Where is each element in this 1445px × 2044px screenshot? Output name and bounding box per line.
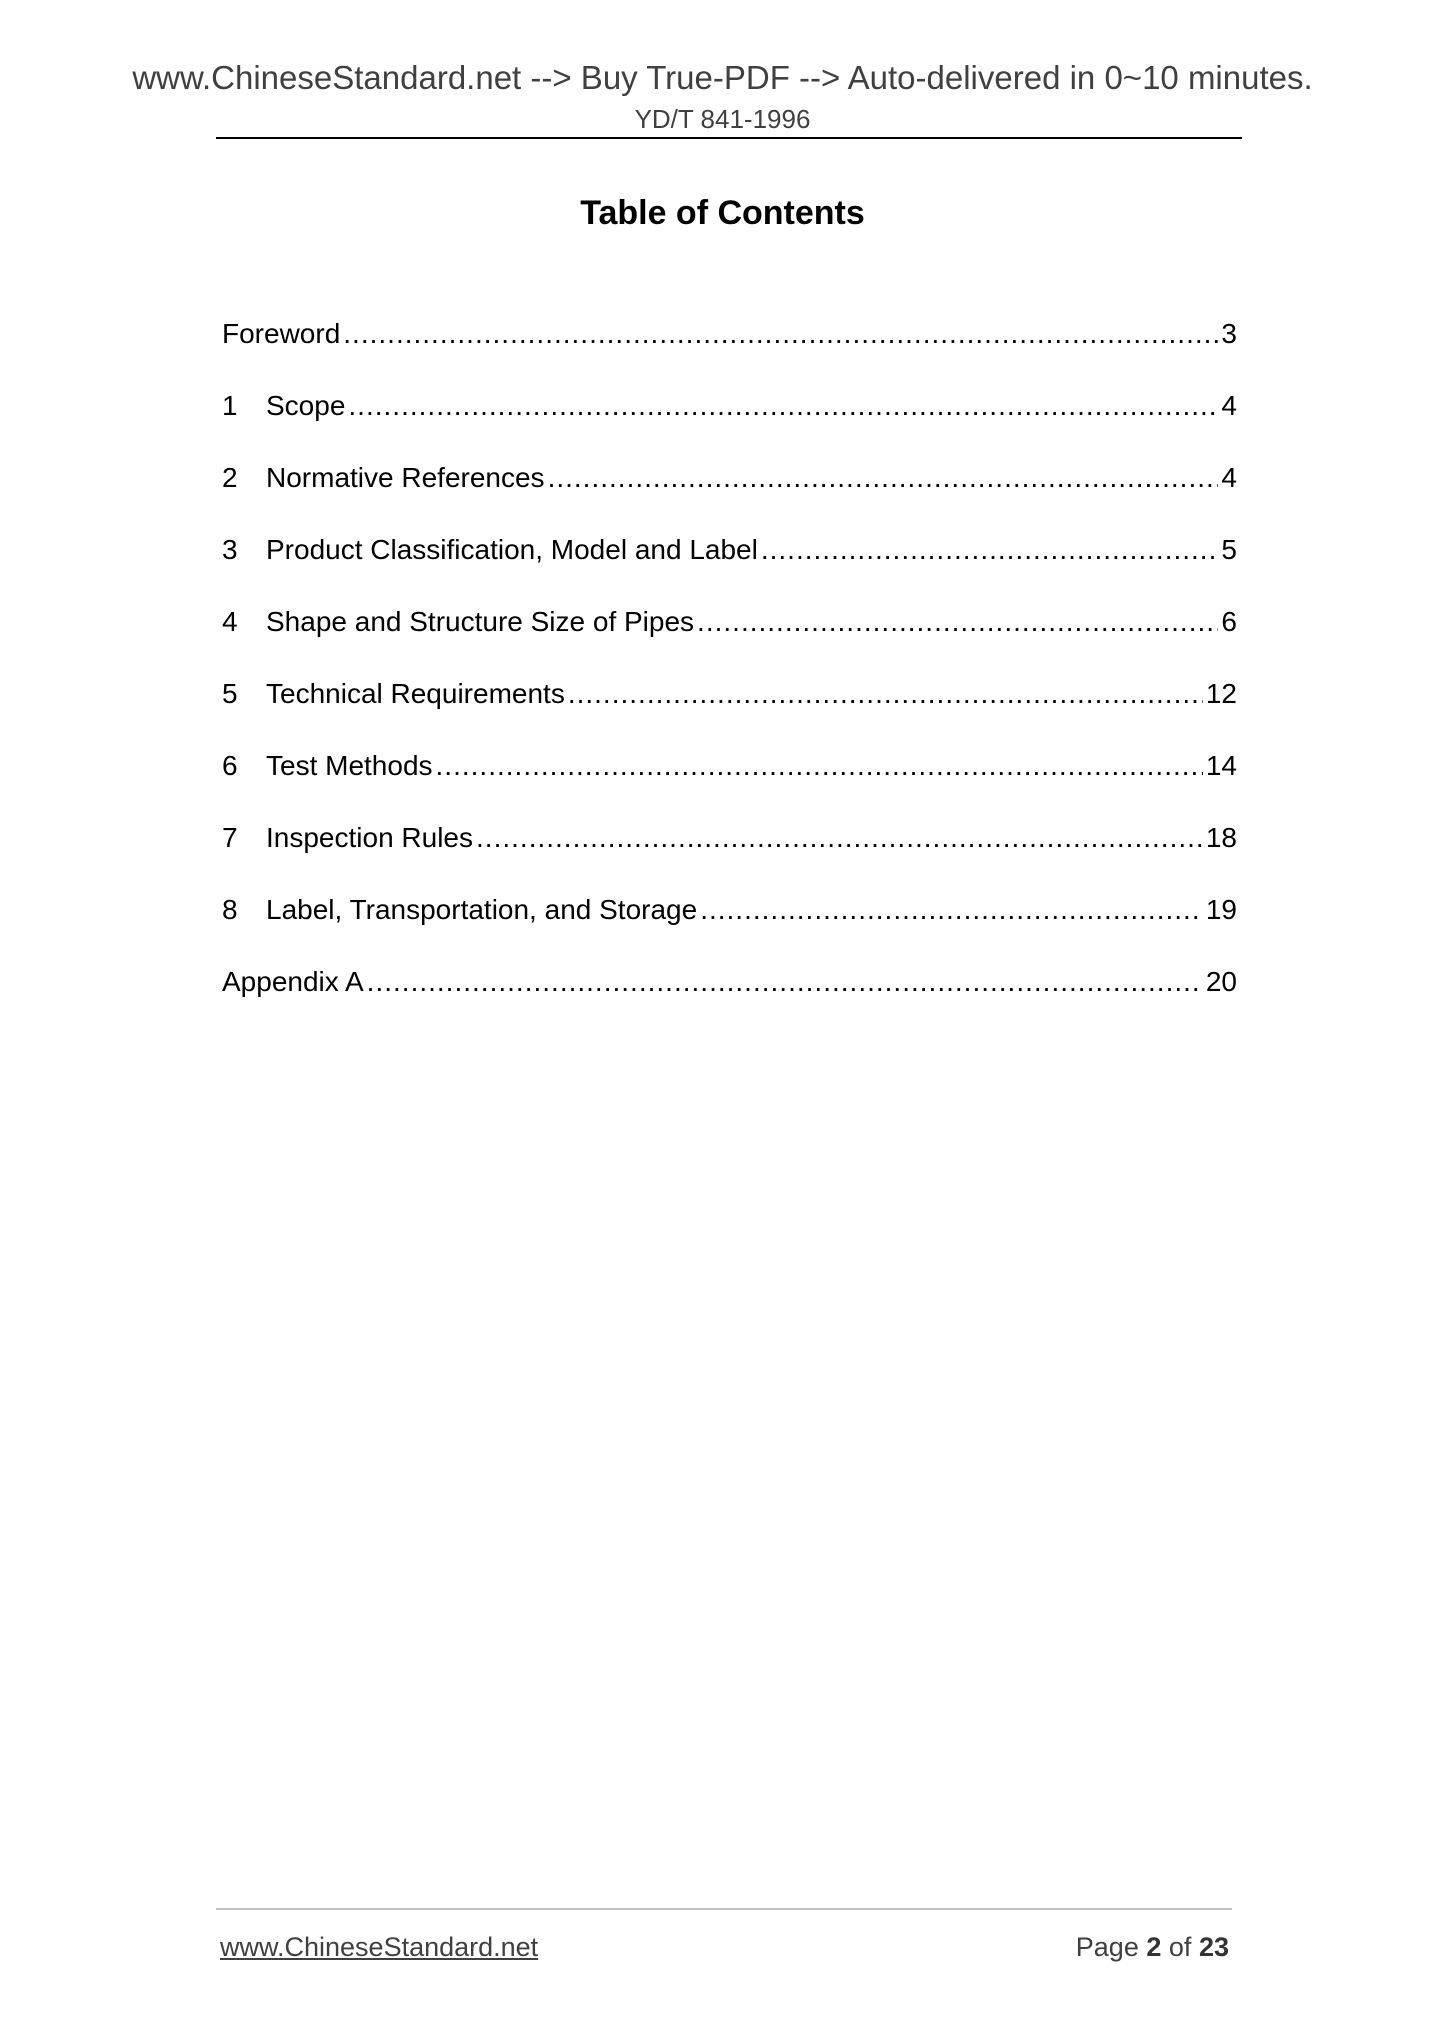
toc-entry-page: 18 — [1205, 822, 1237, 853]
toc-entry-number: 3 — [222, 534, 238, 565]
toc-entry-shape-structure[interactable] — [222, 604, 1237, 676]
toc-entry-page: 5 — [1221, 534, 1237, 565]
toc-entry-label: Appendix A — [222, 966, 364, 997]
dot-leader — [548, 460, 1219, 496]
toc-entry-page: 20 — [1205, 966, 1237, 997]
toc-entry-label: Scope — [266, 390, 346, 421]
page-of-label: of — [1168, 1932, 1192, 1962]
toc-entry-page: 12 — [1205, 678, 1237, 709]
dot-leader — [348, 388, 1218, 424]
toc-entry-page: 14 — [1205, 750, 1237, 781]
page-counter — [1076, 1930, 1229, 1964]
toc-entry-normative-references[interactable] — [222, 460, 1237, 532]
header-divider — [216, 137, 1242, 139]
toc-entry-label: Shape and Structure Size of Pipes — [266, 606, 695, 637]
toc-entry-page: 19 — [1205, 894, 1237, 925]
toc-title: Table of Contents — [580, 194, 865, 232]
dot-leader — [367, 964, 1203, 1000]
toc-entry-label: Label, Transportation, and Storage — [266, 894, 698, 925]
toc-entry-number: 2 — [222, 462, 238, 493]
toc-entry-number: 5 — [222, 678, 238, 709]
dot-leader — [343, 316, 1218, 352]
toc-list — [222, 316, 1237, 1036]
toc-entry-number: 6 — [222, 750, 238, 781]
toc-entry-page: 4 — [1221, 390, 1237, 421]
toc-entry-test-methods[interactable] — [222, 748, 1237, 820]
dot-leader — [568, 676, 1203, 712]
toc-entry-scope[interactable] — [222, 388, 1237, 460]
standard-code: YD/T 841-1996 — [634, 104, 811, 134]
toc-entry-number: 7 — [222, 822, 238, 853]
toc-entry-foreword[interactable] — [222, 316, 1237, 388]
footer-divider — [216, 1908, 1232, 1910]
dot-leader — [700, 892, 1203, 928]
toc-entry-technical-requirements[interactable] — [222, 676, 1237, 748]
toc-entry-label: Inspection Rules — [266, 822, 474, 853]
dot-leader — [761, 532, 1219, 568]
toc-entry-label-transportation-storage[interactable] — [222, 892, 1237, 964]
total-pages-number: 23 — [1198, 1932, 1229, 1962]
toc-entry-page: 6 — [1221, 606, 1237, 637]
toc-entry-label: Product Classification, Model and Label — [266, 534, 758, 565]
toc-entry-inspection-rules[interactable] — [222, 820, 1237, 892]
toc-entry-page: 3 — [1221, 318, 1237, 349]
dot-leader — [436, 748, 1203, 784]
page-label: Page — [1075, 1932, 1139, 1962]
toc-entry-number: 8 — [222, 894, 238, 925]
toc-entry-label: Foreword — [222, 318, 341, 349]
dot-leader — [697, 604, 1218, 640]
footer-website-link[interactable]: www.ChineseStandard.net — [220, 1932, 539, 1962]
dot-leader — [476, 820, 1203, 856]
source-banner: www.ChineseStandard.net --> Buy True-PDF --> Auto-delivered in 0~10 minutes. — [132, 59, 1313, 96]
toc-entry-label: Test Methods — [266, 750, 433, 781]
toc-entry-appendix-a[interactable] — [222, 964, 1237, 1036]
toc-entry-label: Normative References — [266, 462, 545, 493]
toc-entry-number: 1 — [222, 390, 238, 421]
toc-entry-page: 4 — [1221, 462, 1237, 493]
current-page-number: 2 — [1146, 1932, 1162, 1962]
toc-entry-product-classification[interactable] — [222, 532, 1237, 604]
toc-entry-label: Technical Requirements — [266, 678, 565, 709]
toc-entry-number: 4 — [222, 606, 238, 637]
